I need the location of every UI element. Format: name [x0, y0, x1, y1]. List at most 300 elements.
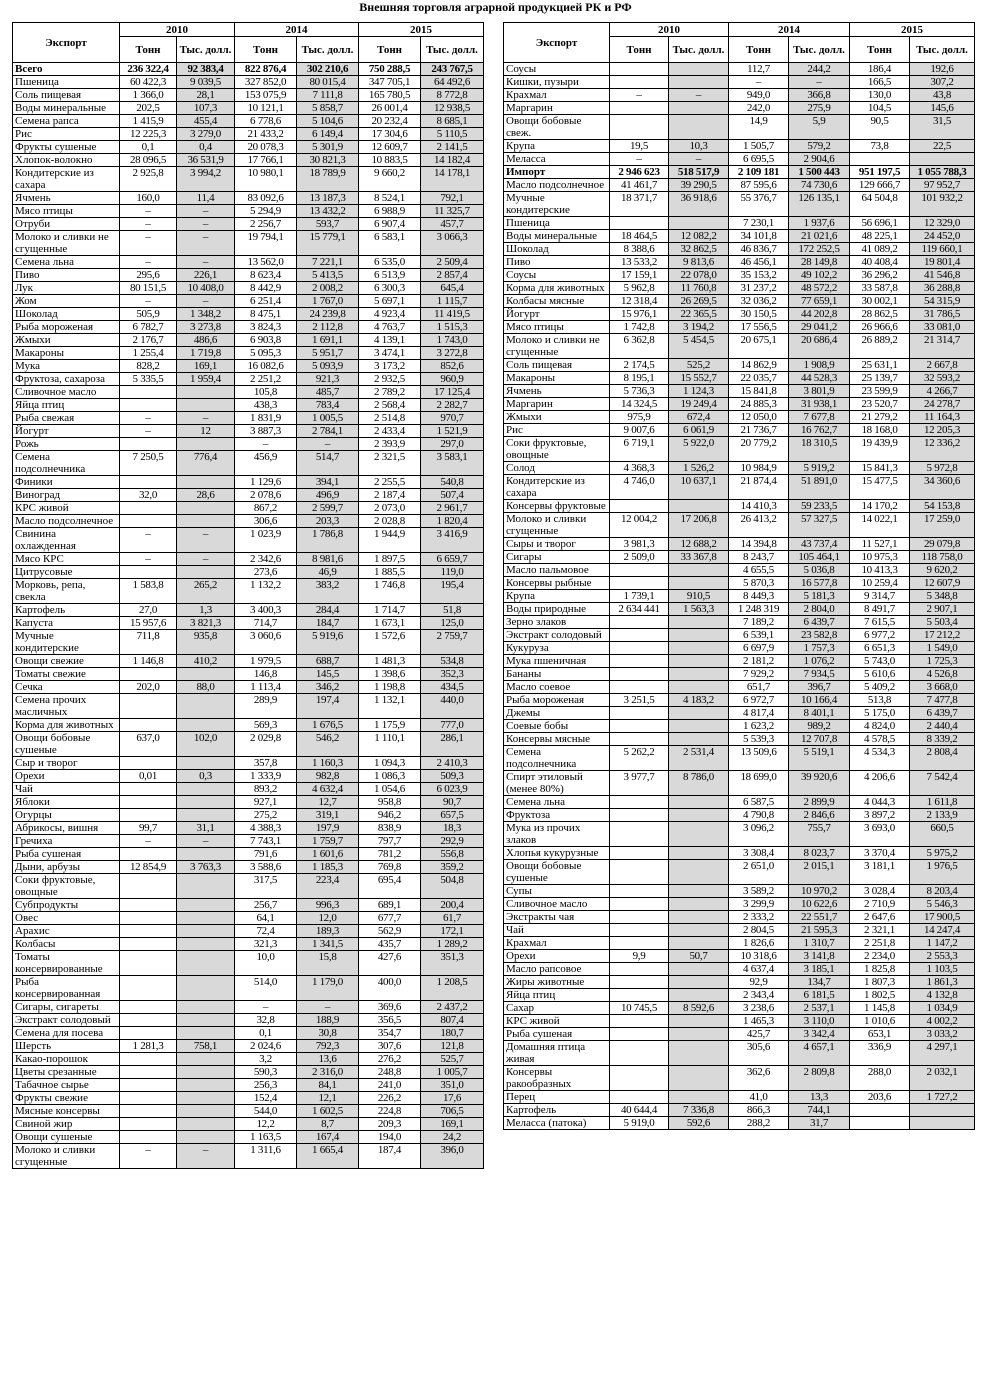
value-cell: 569,3 — [235, 719, 297, 732]
value-cell — [177, 1079, 235, 1092]
value-cell: 1 333,9 — [235, 770, 297, 783]
row-label: Цветы срезанные — [13, 1066, 120, 1079]
value-cell: 28 149,8 — [789, 256, 850, 269]
value-cell: 1 665,4 — [297, 1144, 359, 1169]
table-row — [504, 1104, 975, 1117]
value-cell — [177, 848, 235, 861]
value-cell: 6 362,8 — [610, 334, 669, 359]
row-label: Спирт этиловый (менее 80%) — [504, 771, 610, 796]
row-label: Виноград — [13, 489, 120, 502]
value-cell: 6 439,7 — [789, 616, 850, 629]
value-cell — [120, 912, 177, 925]
value-cell: 31 938,1 — [789, 398, 850, 411]
value-cell — [120, 1053, 177, 1066]
table-row — [504, 256, 975, 269]
value-cell: 2 112,8 — [297, 321, 359, 334]
value-cell: 10 975,3 — [850, 551, 910, 564]
table-row — [504, 629, 975, 642]
value-cell — [610, 720, 669, 733]
table-row — [504, 963, 975, 976]
value-cell: – — [177, 231, 235, 256]
value-cell: 1 727,2 — [910, 1091, 975, 1104]
value-cell: 112,7 — [729, 63, 789, 76]
value-cell — [610, 937, 669, 950]
value-cell: 2 710,9 — [850, 898, 910, 911]
row-label: Мука пшеничная — [504, 655, 610, 668]
value-cell — [610, 924, 669, 937]
value-cell: 5 104,6 — [297, 115, 359, 128]
value-cell: 7 250,5 — [120, 451, 177, 476]
row-label: Всего — [13, 63, 120, 76]
row-label: Хлопья кукурузные — [504, 847, 610, 860]
value-cell — [610, 500, 669, 513]
value-cell — [177, 1092, 235, 1105]
row-label: Свинина охлажденная — [13, 528, 120, 553]
value-cell: 19 439,9 — [850, 437, 910, 462]
value-cell — [120, 951, 177, 976]
value-cell: 21 874,4 — [729, 475, 789, 500]
value-cell: 366,8 — [789, 89, 850, 102]
value-cell: 12 938,5 — [421, 102, 484, 115]
row-label: Чай — [13, 783, 120, 796]
value-cell: 12,0 — [297, 912, 359, 925]
value-cell: 5 919,6 — [297, 630, 359, 655]
value-cell — [610, 564, 669, 577]
value-cell: 6 061,9 — [669, 424, 729, 437]
value-cell: 1 515,3 — [421, 321, 484, 334]
value-cell: 20 078,3 — [235, 141, 297, 154]
value-cell: 6 023,9 — [421, 783, 484, 796]
value-cell: 275,9 — [789, 102, 850, 115]
value-cell — [120, 694, 177, 719]
value-cell: 12 688,2 — [669, 538, 729, 551]
value-cell: 1 198,8 — [359, 681, 421, 694]
value-cell: 3 589,2 — [729, 885, 789, 898]
value-cell: 46 836,7 — [729, 243, 789, 256]
row-label: Овес — [13, 912, 120, 925]
table-row — [504, 166, 975, 179]
value-cell: – — [120, 553, 177, 566]
value-cell: 13,3 — [789, 1091, 850, 1104]
table-row — [504, 564, 975, 577]
value-cell — [610, 102, 669, 115]
row-label: Жиры животные — [504, 976, 610, 989]
value-cell: 14 182,4 — [421, 154, 484, 167]
value-cell: 20 675,1 — [729, 334, 789, 359]
value-cell: 57 327,5 — [789, 513, 850, 538]
value-cell: 910,5 — [669, 590, 729, 603]
value-cell: 7 934,5 — [789, 668, 850, 681]
value-cell: 509,3 — [421, 770, 484, 783]
value-cell: 1 481,3 — [359, 655, 421, 668]
value-cell: 20 686,4 — [789, 334, 850, 359]
value-cell: 7 221,1 — [297, 256, 359, 269]
table-row — [13, 848, 484, 861]
value-cell: 5 697,1 — [359, 295, 421, 308]
value-cell: 2 410,3 — [421, 757, 484, 770]
row-label: Домашняя птица живая — [504, 1041, 610, 1066]
row-label: Корма для животных — [13, 719, 120, 732]
row-label: Кондитерские из сахара — [13, 167, 120, 192]
value-cell: 645,4 — [421, 282, 484, 295]
table-row — [13, 694, 484, 719]
value-cell — [610, 847, 669, 860]
row-label: Сыры и творог — [504, 538, 610, 551]
value-cell — [120, 399, 177, 412]
value-cell: 8 195,1 — [610, 372, 669, 385]
value-cell: 2 032,1 — [910, 1066, 975, 1091]
year-header: 2015 — [359, 23, 484, 37]
value-cell: 6 778,6 — [235, 115, 297, 128]
table-row — [504, 321, 975, 334]
value-cell: 1 023,9 — [235, 528, 297, 553]
value-cell: 203,6 — [850, 1091, 910, 1104]
value-cell: 7 615,5 — [850, 616, 910, 629]
row-label: Мука из прочих злаков — [504, 822, 610, 847]
value-cell: 43,8 — [910, 89, 975, 102]
value-cell: 6 977,2 — [850, 629, 910, 642]
value-cell — [850, 1104, 910, 1117]
row-label: Рыба мороженая — [504, 694, 610, 707]
value-cell: 3 763,3 — [177, 861, 235, 874]
value-cell — [120, 1001, 177, 1014]
value-cell — [177, 566, 235, 579]
value-cell — [669, 860, 729, 885]
value-cell: 25 139,7 — [850, 372, 910, 385]
value-cell: 758,1 — [177, 1040, 235, 1053]
value-cell: 1 759,7 — [297, 835, 359, 848]
value-cell: 22 035,7 — [729, 372, 789, 385]
value-cell: 10,0 — [235, 951, 297, 976]
value-cell: 1 825,8 — [850, 963, 910, 976]
table-row — [13, 167, 484, 192]
row-label: Маргарин — [504, 102, 610, 115]
table-row — [504, 282, 975, 295]
value-cell: 6 251,4 — [235, 295, 297, 308]
value-cell — [120, 515, 177, 528]
value-cell: 1 086,3 — [359, 770, 421, 783]
value-cell: 2 073,0 — [359, 502, 421, 515]
value-cell: – — [120, 205, 177, 218]
row-label: Шоколад — [13, 308, 120, 321]
table-row — [13, 770, 484, 783]
row-label: Молоко и сливки не сгущенные — [504, 334, 610, 359]
value-cell: 125,0 — [421, 617, 484, 630]
value-cell: 1 861,3 — [910, 976, 975, 989]
table-row — [13, 412, 484, 425]
value-cell: 27,0 — [120, 604, 177, 617]
value-cell: 3 668,0 — [910, 681, 975, 694]
value-cell: 1,3 — [177, 604, 235, 617]
value-cell — [610, 963, 669, 976]
value-cell — [120, 899, 177, 912]
row-label: Йогурт — [13, 425, 120, 438]
value-cell — [120, 1014, 177, 1027]
value-cell: 36 531,9 — [177, 154, 235, 167]
table-body — [13, 63, 484, 1169]
value-cell: 1 054,6 — [359, 783, 421, 796]
value-cell: 1 549,0 — [910, 642, 975, 655]
value-cell: 440,0 — [421, 694, 484, 719]
value-cell: 3 141,8 — [789, 950, 850, 963]
value-cell: 438,3 — [235, 399, 297, 412]
value-cell: 3 370,4 — [850, 847, 910, 860]
value-cell: 289,9 — [235, 694, 297, 719]
table-row — [504, 411, 975, 424]
value-cell — [177, 809, 235, 822]
value-cell: 2 667,8 — [910, 359, 975, 372]
value-cell: 0,1 — [235, 1027, 297, 1040]
value-cell: 31 786,5 — [910, 308, 975, 321]
value-cell: 13 187,3 — [297, 192, 359, 205]
row-label: Макароны — [504, 372, 610, 385]
value-cell: 3 096,2 — [729, 822, 789, 847]
year-header: 2014 — [729, 23, 850, 37]
value-cell: 10 637,1 — [669, 475, 729, 500]
row-label: Консервы мясные — [504, 733, 610, 746]
value-cell — [669, 847, 729, 860]
row-label: Рожь — [13, 438, 120, 451]
value-cell: 28,1 — [177, 89, 235, 102]
row-label: Мясо птицы — [504, 321, 610, 334]
row-label: Сахар — [504, 1002, 610, 1015]
table-row — [13, 399, 484, 412]
value-cell: 3 272,8 — [421, 347, 484, 360]
value-cell: 26 966,6 — [850, 321, 910, 334]
value-cell: 20 779,2 — [729, 437, 789, 462]
row-label: Овощи свежие — [13, 655, 120, 668]
value-cell: 514,7 — [297, 451, 359, 476]
value-cell: 4 206,6 — [850, 771, 910, 796]
value-cell: 12,7 — [297, 796, 359, 809]
value-cell: 12 336,2 — [910, 437, 975, 462]
value-cell: 317,5 — [235, 874, 297, 899]
value-cell: 2 008,2 — [297, 282, 359, 295]
value-cell: 435,7 — [359, 938, 421, 951]
value-cell: 1 623,2 — [729, 720, 789, 733]
table-row — [504, 1028, 975, 1041]
value-cell: 7 677,8 — [789, 411, 850, 424]
value-cell: 8 203,4 — [910, 885, 975, 898]
value-cell: 12 607,9 — [910, 577, 975, 590]
value-cell: 1 185,3 — [297, 861, 359, 874]
value-cell — [610, 860, 669, 885]
value-cell — [177, 1131, 235, 1144]
value-cell: 126 135,1 — [789, 192, 850, 217]
table-row — [13, 1027, 484, 1040]
value-cell: 5 610,6 — [850, 668, 910, 681]
value-cell — [669, 577, 729, 590]
value-cell: 3 028,4 — [850, 885, 910, 898]
row-label: Фруктоза — [504, 809, 610, 822]
value-cell: 33 367,8 — [669, 551, 729, 564]
year-header: 2015 — [850, 23, 975, 37]
value-cell: 1 500 443 — [789, 166, 850, 179]
value-cell: 0,1 — [120, 141, 177, 154]
value-cell: 186,4 — [850, 63, 910, 76]
table-row — [13, 1105, 484, 1118]
value-cell: 80 151,5 — [120, 282, 177, 295]
value-cell: 242,0 — [729, 102, 789, 115]
value-cell: 1 110,1 — [359, 732, 421, 757]
value-cell — [850, 153, 910, 166]
value-cell — [669, 668, 729, 681]
value-cell: 28 862,5 — [850, 308, 910, 321]
row-label: Перец — [504, 1091, 610, 1104]
value-cell: 224,8 — [359, 1105, 421, 1118]
value-cell: 48 225,1 — [850, 230, 910, 243]
table-row — [13, 719, 484, 732]
value-cell: 20 232,4 — [359, 115, 421, 128]
value-cell: 4 790,8 — [729, 809, 789, 822]
value-cell: 2 234,0 — [850, 950, 910, 963]
value-cell: 5 454,5 — [669, 334, 729, 359]
value-cell: 1 311,6 — [235, 1144, 297, 1169]
row-label: Соусы — [504, 63, 610, 76]
value-cell: 14 178,1 — [421, 167, 484, 192]
row-label: Фрукты свежие — [13, 1092, 120, 1105]
value-cell: 351,3 — [421, 951, 484, 976]
value-cell — [120, 1131, 177, 1144]
table-row — [504, 385, 975, 398]
value-cell: 41 461,7 — [610, 179, 669, 192]
table-row — [13, 951, 484, 976]
value-cell — [669, 911, 729, 924]
value-cell — [610, 1015, 669, 1028]
value-cell: 2 961,7 — [421, 502, 484, 515]
value-cell: 6 439,7 — [910, 707, 975, 720]
value-cell: 12 329,0 — [910, 217, 975, 230]
value-cell: 8 772,8 — [421, 89, 484, 102]
value-cell: 1 415,9 — [120, 115, 177, 128]
value-cell: 651,7 — [729, 681, 789, 694]
value-cell: 660,5 — [910, 822, 975, 847]
row-label: Какао-порошок — [13, 1053, 120, 1066]
value-cell: 4 388,3 — [235, 822, 297, 835]
value-cell: 10 121,1 — [235, 102, 297, 115]
value-cell — [610, 642, 669, 655]
value-cell: 4 817,4 — [729, 707, 789, 720]
value-cell: 2 028,8 — [359, 515, 421, 528]
table-row — [504, 76, 975, 89]
value-cell: 12 — [177, 425, 235, 438]
value-cell: 13 509,6 — [729, 746, 789, 771]
value-cell: 2 537,1 — [789, 1002, 850, 1015]
value-cell — [177, 502, 235, 515]
table-row — [13, 476, 484, 489]
value-cell: 1 743,0 — [421, 334, 484, 347]
row-label: КРС живой — [504, 1015, 610, 1028]
value-cell: 3,2 — [235, 1053, 297, 1066]
value-cell: 2 316,0 — [297, 1066, 359, 1079]
row-label: Отруби — [13, 218, 120, 231]
value-cell: 1 348,2 — [177, 308, 235, 321]
value-cell: 19,5 — [610, 140, 669, 153]
value-cell: 2 342,6 — [235, 553, 297, 566]
year-header: 2010 — [610, 23, 729, 37]
row-label: Сечка — [13, 681, 120, 694]
value-cell: 61,7 — [421, 912, 484, 925]
table-row — [504, 924, 975, 937]
value-cell — [177, 438, 235, 451]
value-cell: 1 757,3 — [789, 642, 850, 655]
value-cell: 2 647,6 — [850, 911, 910, 924]
table-row — [504, 89, 975, 102]
value-cell — [610, 616, 669, 629]
value-cell: 6 300,3 — [359, 282, 421, 295]
value-cell: 3 110,0 — [789, 1015, 850, 1028]
table-row — [504, 102, 975, 115]
value-cell: 8 524,1 — [359, 192, 421, 205]
value-cell: 351,0 — [421, 1079, 484, 1092]
row-label: Капуста — [13, 617, 120, 630]
unit-header: Тыс. долл. — [789, 37, 850, 63]
row-label: Колбасы мясные — [504, 295, 610, 308]
value-cell: 2 804,0 — [789, 603, 850, 616]
value-cell — [610, 76, 669, 89]
value-cell: 792,1 — [421, 192, 484, 205]
value-cell: 15 552,7 — [669, 372, 729, 385]
value-cell: 5 519,1 — [789, 746, 850, 771]
table-row — [13, 976, 484, 1001]
value-cell: 4 657,1 — [789, 1041, 850, 1066]
value-cell: 21 433,2 — [235, 128, 297, 141]
value-cell: 5 036,8 — [789, 564, 850, 577]
value-cell: 169,1 — [177, 360, 235, 373]
value-cell: 8 786,0 — [669, 771, 729, 796]
value-cell: 2 904,6 — [789, 153, 850, 166]
value-cell: 8 981,6 — [297, 553, 359, 566]
value-cell: 18 310,5 — [789, 437, 850, 462]
value-cell — [120, 502, 177, 515]
value-cell: 346,2 — [297, 681, 359, 694]
value-cell: 172 252,5 — [789, 243, 850, 256]
value-cell: 12 050,0 — [729, 411, 789, 424]
value-cell: 23 520,7 — [850, 398, 910, 411]
value-cell: 546,2 — [297, 732, 359, 757]
value-cell: 12,1 — [297, 1092, 359, 1105]
unit-header: Тонн — [235, 37, 297, 63]
value-cell: 104,5 — [850, 102, 910, 115]
value-cell: 22 365,5 — [669, 308, 729, 321]
value-cell — [669, 1041, 729, 1066]
value-cell: 129 666,7 — [850, 179, 910, 192]
value-cell: 21 595,3 — [789, 924, 850, 937]
value-cell: 593,7 — [297, 218, 359, 231]
value-cell: 1 583,8 — [120, 579, 177, 604]
value-cell: 12 609,7 — [359, 141, 421, 154]
value-cell: 513,8 — [850, 694, 910, 707]
value-cell: 2 343,4 — [729, 989, 789, 1002]
value-cell: 866,3 — [729, 1104, 789, 1117]
value-cell: 307,6 — [359, 1040, 421, 1053]
value-cell: 19 794,1 — [235, 231, 297, 256]
table-row — [504, 950, 975, 963]
value-cell: 2 251,2 — [235, 373, 297, 386]
value-cell: 2 789,2 — [359, 386, 421, 399]
value-cell: 15 976,1 — [610, 308, 669, 321]
value-cell: 17 159,1 — [610, 269, 669, 282]
value-cell: 302 210,6 — [297, 63, 359, 76]
value-cell: 167,4 — [297, 1131, 359, 1144]
table-row — [504, 989, 975, 1002]
table-row — [504, 911, 975, 924]
value-cell: 434,5 — [421, 681, 484, 694]
value-cell — [120, 938, 177, 951]
value-cell: 31,1 — [177, 822, 235, 835]
value-cell: 10,3 — [669, 140, 729, 153]
value-cell: 769,8 — [359, 861, 421, 874]
